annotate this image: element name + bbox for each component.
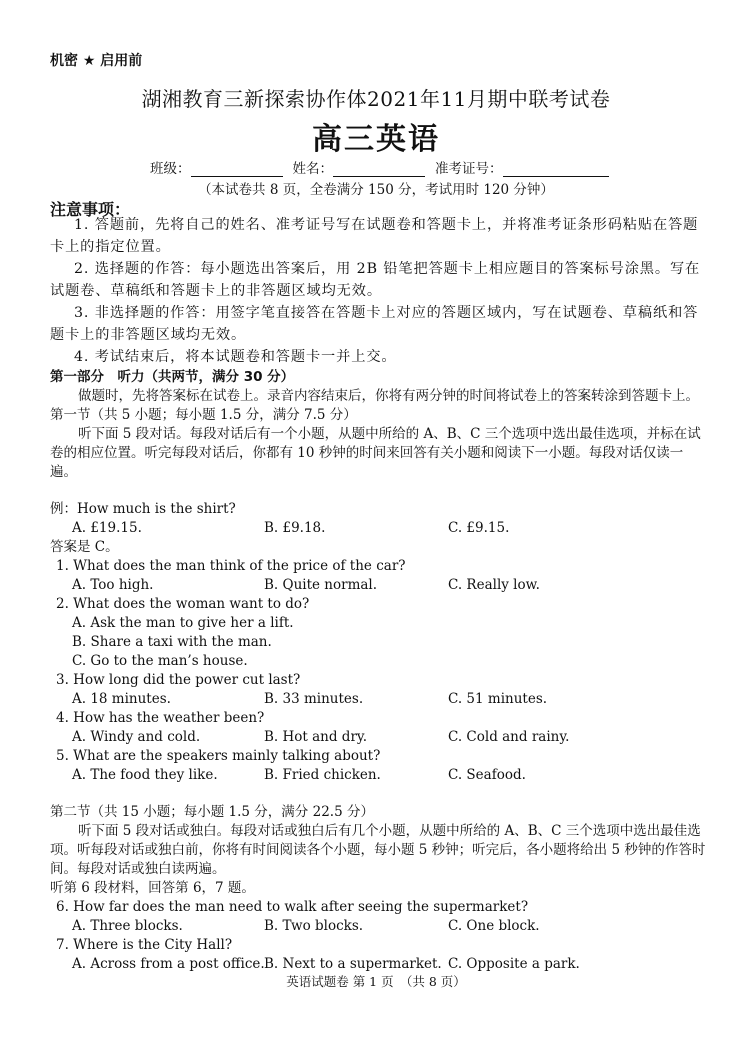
question-4 <box>50 709 710 728</box>
question-6 <box>50 898 710 917</box>
option-b: B. £9.18. <box>264 520 326 536</box>
question-stem: 3. How long did the power cut last? <box>56 672 301 688</box>
name-field-blank <box>333 162 425 177</box>
option-a: A. Too high. <box>72 577 154 593</box>
question-5-options <box>50 766 710 785</box>
example-options <box>50 519 710 538</box>
question-stem: 6. How far does the man need to walk after seeing the supermarket? <box>56 899 529 915</box>
question-stem: 5. What are the speakers mainly talking about? <box>56 748 381 764</box>
option-c: C. 51 minutes. <box>448 691 548 707</box>
option-b: B. Hot and dry. <box>264 729 368 745</box>
question-stem: 1. What does the man think of the price of the car? <box>56 558 406 574</box>
option-a: A. 18 minutes. <box>72 691 171 707</box>
option-a: A. £19.15. <box>72 520 142 536</box>
option-c: C. One block. <box>448 918 540 934</box>
question-stem: 2. What does the woman want to do? <box>56 596 310 612</box>
exam-number-field-label: 准考证号： <box>435 161 503 177</box>
section2-questions <box>50 898 710 974</box>
option-a: A. Three blocks. <box>72 918 183 934</box>
name-field-label: 姓名： <box>292 161 333 177</box>
question-5 <box>50 747 710 766</box>
option-a: A. The food they like. <box>72 767 218 783</box>
section2-heading: 第二节（共 15 小题；每小题 1.5 分，满分 22.5 分） <box>50 804 374 820</box>
option-c: C. £9.15. <box>448 520 510 536</box>
option-b: B. Fried chicken. <box>264 767 381 783</box>
exam-info: （本试卷共 8 页，全卷满分 150 分，考试用时 120 分钟） <box>198 182 554 198</box>
part1-intro-block <box>50 368 706 482</box>
material-6-instruction: 听第 6 段材料，回答第 6，7 题。 <box>50 880 255 896</box>
confidential-label: 机密 ★ 启用前 <box>50 53 143 69</box>
question-stem: 4. How has the weather been? <box>56 710 265 726</box>
question-1-options <box>50 576 710 595</box>
exam-title: 湖湘教育三新探索协作体2021年11月期中联考试卷 <box>141 87 611 111</box>
notice-item: 4. 考试结束后，将本试题卷和答题卡一并上交。 <box>74 349 397 365</box>
notice-list <box>50 214 705 368</box>
example-question <box>50 500 710 519</box>
class-field-label: 班级： <box>150 161 191 177</box>
option-a: A. Windy and cold. <box>72 729 201 745</box>
question-2 <box>50 595 710 614</box>
student-id-row <box>150 157 619 177</box>
question-2-option-b <box>50 633 710 652</box>
section2-block <box>50 803 706 898</box>
section1-heading: 第一节（共 5 小题；每小题 1.5 分，满分 7.5 分） <box>50 407 357 423</box>
option-c: C. Cold and rainy. <box>448 729 570 745</box>
question-6-options <box>50 917 710 936</box>
part1-intro: 做题时，先将答案标在试卷上。录音内容结束后，你将有两分钟的时间将试卷上的答案转涂到答题卡上。 <box>78 388 699 404</box>
answer-text: 答案是 C。 <box>50 539 119 555</box>
question-3 <box>50 671 710 690</box>
option-a: A. Ask the man to give her a lift. <box>72 615 294 631</box>
question-stem: 例：How much is the shirt? <box>50 501 236 517</box>
option-b: B. Two blocks. <box>264 918 364 934</box>
notice-item: 3. 非选择题的作答：用签字笔直接答在答题卡上对应的答题区域内，写在试题卷、草稿纸和答题卡上的非答题区域均无效。 <box>50 305 699 343</box>
option-b: B. Quite normal. <box>264 577 378 593</box>
section2-intro: 听下面 5 段对话或独白。每段对话或独白后有几个小题，从题中所给的 A、B、C 三个选项中选出最佳选项。听每段对话或独白前，你将有时间阅读各个小题，每小题 5 秒钟；听完后，各小题将给出 5 秒钟的作答时间。每段对话或独白读两遍。 <box>50 823 706 877</box>
question-3-options <box>50 690 710 709</box>
option-c: C. Go to the man’s house. <box>72 653 248 669</box>
option-b: B. 33 minutes. <box>264 691 364 707</box>
section1-intro: 听下面 5 段对话。每段对话后有一个小题，从题中所给的 A、B、C 三个选项中选出最佳选项，并标在试卷的相应位置。听完每段对话后，你都有 10 秒钟的时间来回答有关小题和阅读下一小题。每段对话仅读一遍。 <box>50 426 701 480</box>
option-a: A. Across from a post office. <box>72 956 265 972</box>
question-1 <box>50 557 710 576</box>
question-2-option-c <box>50 652 710 671</box>
subject-title: 高三英语 <box>312 122 440 157</box>
notice-heading: 注意事项： <box>50 200 131 219</box>
class-field-blank <box>191 162 283 177</box>
example-answer <box>50 538 710 557</box>
question-stem: 7. Where is the City Hall? <box>56 937 233 953</box>
exam-number-field-blank <box>503 162 609 177</box>
question-4-options <box>50 728 710 747</box>
notice-item: 2. 选择题的作答：每小题选出答案后，用 2B 铅笔把答题卡上相应题目的答案标号涂黑。写在试题卷、草稿纸和答题卡上的非答题区域均无效。 <box>50 261 701 299</box>
question-2-option-a <box>50 614 710 633</box>
part1-heading: 第一部分 听力（共两节，满分 30 分） <box>50 369 295 385</box>
question-7 <box>50 936 710 955</box>
option-c: C. Seafood. <box>448 767 526 783</box>
option-c: C. Opposite a park. <box>448 956 580 972</box>
option-b: B. Next to a supermarket. <box>264 956 442 972</box>
section1-questions <box>50 500 710 785</box>
page-footer: 英语试题卷 第 1 页 （共 8 页） <box>286 974 466 989</box>
option-c: C. Really low. <box>448 577 540 593</box>
option-b: B. Share a taxi with the man. <box>72 634 272 650</box>
notice-item: 1. 答题前，先将自己的姓名、准考证号写在试题卷和答题卡上，并将准考证条形码粘贴在答题卡上的指定位置。 <box>50 217 699 255</box>
